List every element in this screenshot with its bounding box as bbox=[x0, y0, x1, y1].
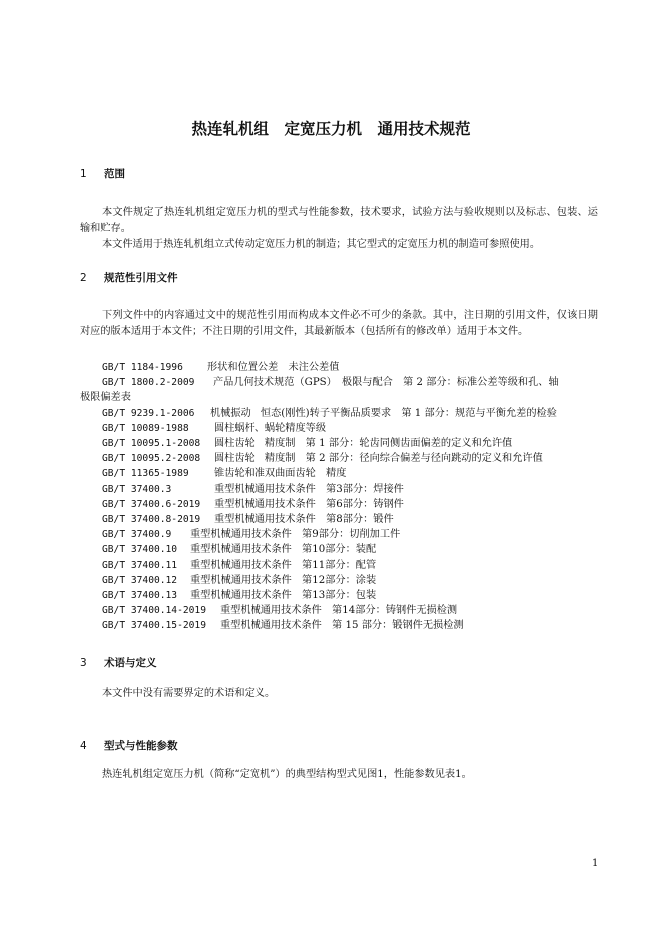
reference-item bbox=[80, 360, 600, 375]
reference-title: 重型机械通用技术条件 第6部分：铸钢件 bbox=[214, 498, 404, 510]
reference-item bbox=[80, 421, 600, 436]
reference-title: 重型机械通用技术条件 第8部分：锻件 bbox=[214, 514, 394, 526]
reference-code: GB/T 10095.1-2008 bbox=[102, 438, 201, 450]
reference-item bbox=[80, 618, 600, 633]
document-title: 热连轧机组 定宽压力机 通用技术规范 bbox=[191, 120, 471, 138]
reference-item bbox=[80, 497, 600, 512]
reference-title: 圆柱蜗杆、蜗轮精度等级 bbox=[214, 422, 327, 434]
reference-item bbox=[80, 406, 600, 421]
reference-title: 产品几何技术规范（GPS） 极限与配合 第 2 部分：标准公差等级和孔、轴 bbox=[213, 377, 559, 389]
reference-code: GB/T 37400.13 bbox=[102, 590, 178, 602]
types-paragraph: 热连轧机组定宽压力机（简称“定宽机”）的典型结构型式见图1，性能参数见表1。 bbox=[102, 769, 472, 780]
reference-title: 重型机械通用技术条件 第10部分：装配 bbox=[190, 544, 377, 556]
reference-item-continuation bbox=[80, 390, 600, 405]
reference-title: 机械振动 恒态(刚性)转子平衡品质要求 第 1 部分：规范与平衡允差的检验 bbox=[210, 407, 557, 419]
reference-item bbox=[80, 527, 600, 542]
section-title: 型式与性能参数 bbox=[104, 740, 178, 752]
reference-code: GB/T 37400.8-2019 bbox=[102, 514, 201, 526]
section-number: 2 bbox=[80, 272, 87, 284]
reference-code: GB/T 10095.2-2008 bbox=[102, 453, 201, 465]
section-heading-types bbox=[80, 738, 178, 753]
reference-code: GB/T 9239.1-2006 bbox=[102, 407, 195, 419]
section-number: 1 bbox=[80, 168, 87, 180]
reference-title: 重型机械通用技术条件 第11部分：配管 bbox=[190, 559, 377, 571]
reference-title-continued: 极限偏差表 bbox=[80, 392, 131, 404]
reference-code: GB/T 10089-1988 bbox=[102, 422, 189, 434]
reference-code: GB/T 1800.2-2009 bbox=[102, 377, 195, 389]
reference-item bbox=[80, 603, 600, 618]
terms-paragraph: 本文件中没有需要界定的术语和定义。 bbox=[102, 688, 276, 699]
reference-list bbox=[80, 360, 600, 634]
reference-code: GB/T 1184-1996 bbox=[102, 362, 183, 373]
reference-code: GB/T 37400.14-2019 bbox=[102, 605, 206, 617]
section-heading-terms bbox=[80, 655, 157, 670]
reference-item bbox=[80, 466, 600, 481]
reference-code: GB/T 37400.6-2019 bbox=[102, 498, 201, 510]
section-title: 范围 bbox=[104, 168, 125, 180]
reference-title: 重型机械通用技术条件 第3部分：焊接件 bbox=[214, 483, 404, 495]
section-number: 3 bbox=[80, 657, 87, 669]
reference-code: GB/T 37400.15-2019 bbox=[102, 620, 206, 632]
scope-paragraph-2: 本文件适用于热连轧机组立式传动定宽压力机的制造；其它型式的定宽压力机的制造可参照使用。 bbox=[102, 239, 541, 250]
reference-title: 形状和位置公差 未注公差值 bbox=[207, 362, 340, 373]
reference-code: GB/T 37400.10 bbox=[102, 544, 178, 556]
reference-code: GB/T 37400.3 bbox=[102, 483, 172, 495]
reference-title: 重型机械通用技术条件 第14部分：铸钢件无损检测 bbox=[220, 605, 458, 617]
reference-item bbox=[80, 588, 600, 603]
section-number: 4 bbox=[80, 740, 87, 752]
reference-title: 重型机械通用技术条件 第 15 部分：锻钢件无损检测 bbox=[220, 620, 464, 632]
section-heading-scope bbox=[80, 166, 125, 181]
reference-title: 重型机械通用技术条件 第13部分：包装 bbox=[190, 590, 377, 602]
reference-code: GB/T 37400.9 bbox=[102, 529, 172, 541]
normative-intro-paragraph: 下列文件中的内容通过文中的规范性引用而构成本文件必不可少的条款。其中，注日期的引用文件，仅该日期对应的版本适用于本文件；不注日期的引用文件，其最新版本（包括所有的修改单）适用于本文件。 bbox=[80, 310, 598, 337]
reference-item bbox=[80, 573, 600, 588]
section-title: 术语与定义 bbox=[104, 657, 157, 669]
page-number: 1 bbox=[592, 858, 599, 869]
reference-item bbox=[80, 512, 600, 527]
section-title: 规范性引用文件 bbox=[104, 272, 178, 284]
reference-item bbox=[80, 558, 600, 573]
scope-paragraph-1: 本文件规定了热连轧机组定宽压力机的型式与性能参数，技术要求，试验方法与验收规则以及标志、包装、运输和贮存。 bbox=[80, 207, 598, 234]
reference-title: 重型机械通用技术条件 第9部分：切削加工件 bbox=[190, 529, 401, 541]
reference-item bbox=[80, 375, 600, 390]
section-heading-normative-references bbox=[80, 270, 178, 285]
reference-title: 重型机械通用技术条件 第12部分：涂装 bbox=[190, 574, 377, 586]
reference-code: GB/T 11365-1989 bbox=[102, 468, 189, 480]
reference-title: 锥齿轮和准双曲面齿轮 精度 bbox=[214, 468, 347, 480]
reference-code: GB/T 37400.11 bbox=[102, 559, 178, 571]
reference-item bbox=[80, 542, 600, 557]
reference-item bbox=[80, 451, 600, 466]
reference-item bbox=[80, 482, 600, 497]
reference-code: GB/T 37400.12 bbox=[102, 574, 178, 586]
reference-item bbox=[80, 436, 600, 451]
reference-title: 圆柱齿轮 精度制 第 2 部分：径向综合偏差与径向跳动的定义和允许值 bbox=[214, 453, 543, 465]
reference-title: 圆柱齿轮 精度制 第 1 部分：轮齿同侧齿面偏差的定义和允许值 bbox=[214, 438, 513, 450]
